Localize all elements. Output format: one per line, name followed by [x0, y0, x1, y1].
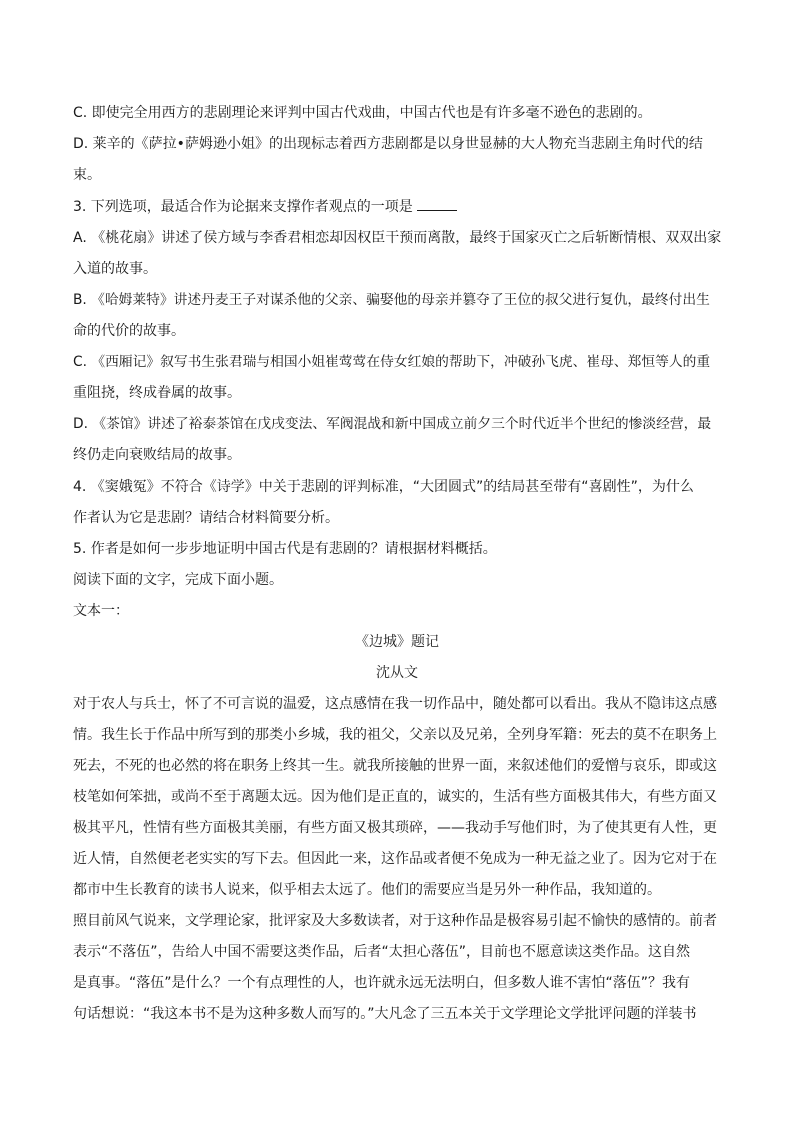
q3-option-c-line2: 重阻挠，终成眷属的故事。: [73, 385, 241, 401]
q2-option-d-line1: D. 莱辛的《萨拉•萨姆逊小姐》的出现标志着西方悲剧都是以身世显赫的大人物充当悲剧主角时代的结: [73, 136, 703, 152]
q3-option-a-line2: 入道的故事。: [73, 261, 157, 277]
article-title: 《边城》题记: [355, 634, 439, 650]
paragraph2-line: 照目前风气说来，文学理论家，批评家及大多数读者，对于这种作品是极容易引起不愉快的感情的。前者: [73, 913, 717, 929]
paragraph1-line: 极其平凡，性情有些方面极其美丽，有些方面又极其琐碎，——我动手写他们时，为了使其更有人性，更: [73, 820, 717, 836]
q2-option-d-line2: 束。: [73, 167, 101, 183]
paragraph1-line: 近人情，自然便老老实实的写下去。但因此一来，这作品或者便不免成为一种无益之业了。因为它对于在: [73, 851, 717, 867]
q3-option-d-line1: D. 《茶馆》讲述了裕泰茶馆在戊戌变法、军阀混战和新中国成立前夕三个时代近半个世纪的惨淡经营，最: [73, 416, 712, 432]
q3-stem: [73, 196, 721, 217]
q2-option-c: C. 即使完全用西方的悲剧理论来评判中国古代戏曲，中国古代也是有许多毫不逊色的悲剧的。: [73, 105, 652, 121]
paragraph2-line: 句话想说：“我这本书不是为这种多数人而写的。”大凡念了三五本关于文学理论文学批评问题的洋装书: [73, 1006, 697, 1022]
paragraph1-line: 对于农人与兵士，怀了不可言说的温爱，这点感情在我一切作品中，随处都可以看出。我从不隐讳这点感: [73, 696, 717, 712]
answer-blank: [417, 196, 457, 211]
paragraph2-line: 是真事。“落伍”是什么？一个有点理性的人，也许就永远无法明白，但多数人谁不害怕“落伍”？我有: [73, 975, 691, 991]
q3-stem-text: 3. 下列选项，最适合作为论据来支撑作者观点的一项是: [73, 199, 413, 215]
q3-option-b-line1: B. 《哈姆莱特》讲述丹麦王子对谋杀他的父亲、骗娶他的母亲并篡夺了王位的叔父进行复仇，最终付出生: [73, 292, 710, 308]
q5: 5. 作者是如何一步步地证明中国古代是有悲剧的？请根据材料概括。: [73, 541, 497, 557]
q3-option-b-line2: 命的代价的故事。: [73, 323, 185, 339]
q3-option-a-line1: A. 《桃花扇》讲述了侯方域与李香君相恋却因权臣干预而离散，最终于国家灭亡之后斩断情根、双双出家: [73, 230, 722, 246]
article-author: 沈从文: [376, 665, 418, 681]
paragraph1-line: 情。我生长于作品中所写到的那类小乡城，我的祖父，父亲以及兄弟，全列身军籍：死去的莫不在职务上: [73, 727, 717, 743]
reading-instruction: 阅读下面的文字，完成下面小题。: [73, 572, 283, 588]
paragraph2-line: 表示“不落伍”，告给人中国不需要这类作品，后者“太担心落伍”，目前也不愿意读这类作品。这自然: [73, 944, 691, 960]
paragraph1-line: 都市中生长教育的读书人说来，似乎相去太远了。他们的需要应当是另外一种作品，我知道的。: [73, 882, 661, 898]
q3-option-d-line2: 终仍走向衰败结局的故事。: [73, 447, 241, 463]
q3-option-c-line1: C. 《西厢记》叙写书生张君瑞与相国小姐崔莺莺在侍女红娘的帮助下，冲破孙飞虎、崔母、郑恒等人的重: [73, 354, 711, 370]
paragraph1-line: 枝笔如何笨拙，或尚不至于离题太远。因为他们是正直的，诚实的，生活有些方面极其伟大，有些方面又: [73, 789, 717, 805]
text-label: 文本一：: [73, 603, 129, 619]
q4-line1: 4. 《窦娥冤》不符合《诗学》中关于悲剧的评判标准，“大团圆式”的结局甚至带有“喜剧性”，为什么: [73, 479, 694, 495]
q4-line2: 作者认为它是悲剧？请结合材料简要分析。: [73, 510, 339, 526]
paragraph1-line: 死去，不死的也必然的将在职务上终其一生。就我所接触的世界一面，来叙述他们的爱憎与哀乐，即或这: [73, 758, 717, 774]
